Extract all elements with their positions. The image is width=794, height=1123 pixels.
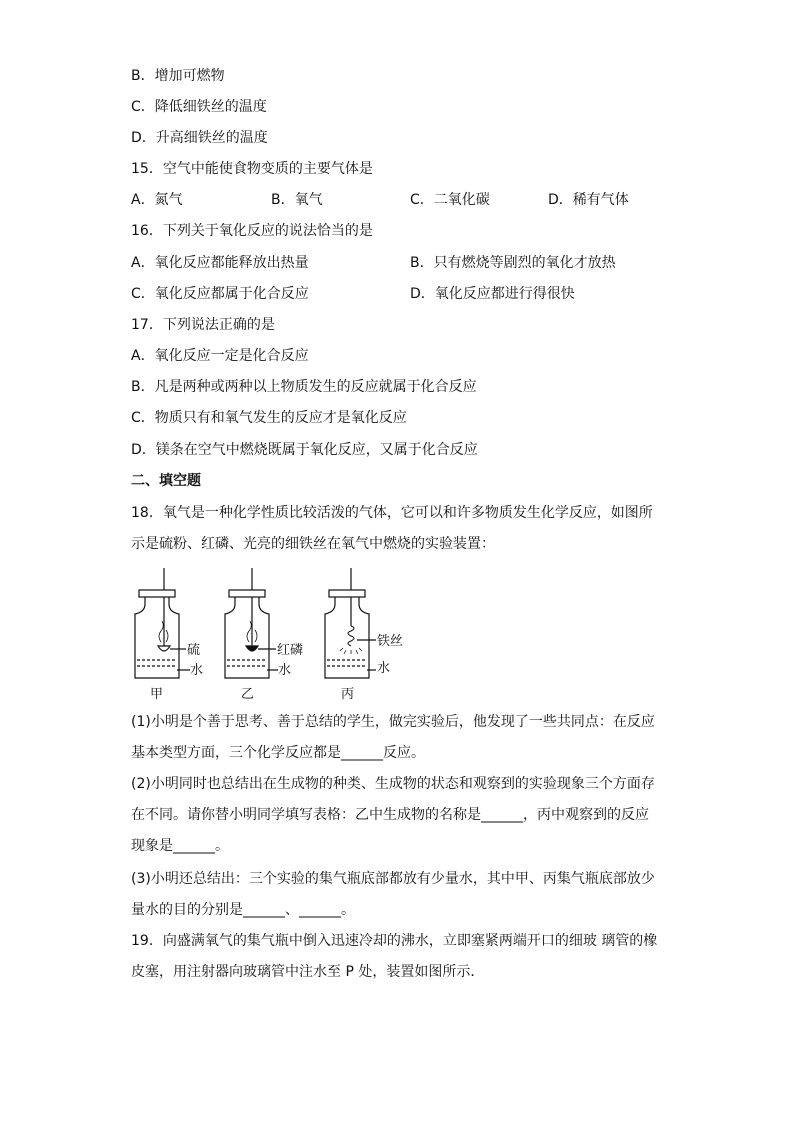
gas-jar-experiment-figure bbox=[128, 566, 418, 702]
q15-stem: 15．空气中能使食物变质的主要气体是 bbox=[131, 161, 373, 177]
jar-bing bbox=[325, 568, 376, 678]
q18-part2-line2: 在不同。请你替小明同学填写表格：乙中生成物的名称是______，丙中观察到的反应 bbox=[131, 807, 649, 823]
q17-option-d: D．镁条在空气中燃烧既属于氧化反应，又属于化合反应 bbox=[131, 442, 478, 458]
jar-bing-substance-label: 铁丝 bbox=[377, 634, 404, 649]
jar-jia-name: 甲 bbox=[150, 687, 164, 702]
jar-jia bbox=[135, 568, 190, 678]
q14-option-d: D．升高细铁丝的温度 bbox=[131, 130, 268, 146]
section-title-fill-blank: 二、填空题 bbox=[131, 473, 201, 489]
q18-stem-line2: 示是硫粉、红磷、光亮的细铁丝在氧气中燃烧的实验装置： bbox=[131, 536, 495, 552]
jar-jia-substance-label: 硫 bbox=[187, 643, 201, 658]
q18-stem-line1: 18．氧气是一种化学性质比较活泼的气体，它可以和许多物质发生化学反应，如图所 bbox=[131, 505, 653, 521]
jar-yi-substance-label: 红磷 bbox=[277, 643, 304, 658]
q17-option-c: C．物质只有和氧气发生的反应才是氧化反应 bbox=[131, 410, 407, 426]
q16-option-d: D．氧化反应都进行得很快 bbox=[410, 286, 575, 302]
q15-option-c: C．二氧化碳 bbox=[410, 192, 490, 208]
q15-option-a: A．氮气 bbox=[131, 192, 183, 208]
q17-option-a: A．氧化反应一定是化合反应 bbox=[131, 348, 309, 364]
q18-part2-line3: 现象是______。 bbox=[131, 838, 229, 854]
q14-option-c: C．降低细铁丝的温度 bbox=[131, 99, 267, 115]
q18-part2-line1: (2)小明同时也总结出在生成物的种类、生成物的状态和观察到的实验现象三个方面存 bbox=[131, 776, 655, 792]
q16-stem: 16．下列关于氧化反应的说法恰当的是 bbox=[131, 223, 373, 239]
jar-yi-name: 乙 bbox=[241, 687, 255, 702]
q18-part1-line2: 基本类型方面，三个化学反应都是______反应。 bbox=[131, 745, 425, 761]
q18-part3-line2: 量水的目的分别是______、______。 bbox=[131, 902, 355, 918]
q19-stem-line1: 19．向盛满氧气的集气瓶中倒入迅速冷却的沸水，立即塞紧两端开口的细玻 璃管的橡 bbox=[131, 933, 658, 949]
q18-part1-line1: (1)小明是个善于思考、善于总结的学生，做完实验后，他发现了一些共同点：在反应 bbox=[131, 714, 655, 730]
q14-option-b: B．增加可燃物 bbox=[131, 68, 225, 84]
q17-option-b: B．凡是两种或两种以上物质发生的反应就属于化合反应 bbox=[131, 379, 477, 395]
q18-part3-line1: (3)小明还总结出：三个实验的集气瓶底部都放有少量水，其中甲、丙集气瓶底部放少 bbox=[131, 871, 655, 887]
q16-option-b: B．只有燃烧等剧烈的氧化才放热 bbox=[410, 255, 616, 271]
q16-option-c: C．氧化反应都属于化合反应 bbox=[131, 286, 309, 302]
jar-yi bbox=[225, 568, 278, 678]
q17-stem: 17．下列说法正确的是 bbox=[131, 317, 275, 333]
jar-yi-water-label: 水 bbox=[278, 663, 292, 678]
q15-option-d: D．稀有气体 bbox=[548, 192, 629, 208]
q19-stem-line2: 皮塞，用注射器向玻璃管中注水至 P 处，装置如图所示． bbox=[131, 964, 485, 980]
q15-option-b: B．氧气 bbox=[271, 192, 323, 208]
jar-bing-water-label: 水 bbox=[377, 661, 391, 676]
jar-bing-name: 丙 bbox=[341, 687, 355, 702]
q16-option-a: A．氧化反应都能释放出热量 bbox=[131, 255, 309, 271]
jar-jia-water-label: 水 bbox=[190, 663, 204, 678]
